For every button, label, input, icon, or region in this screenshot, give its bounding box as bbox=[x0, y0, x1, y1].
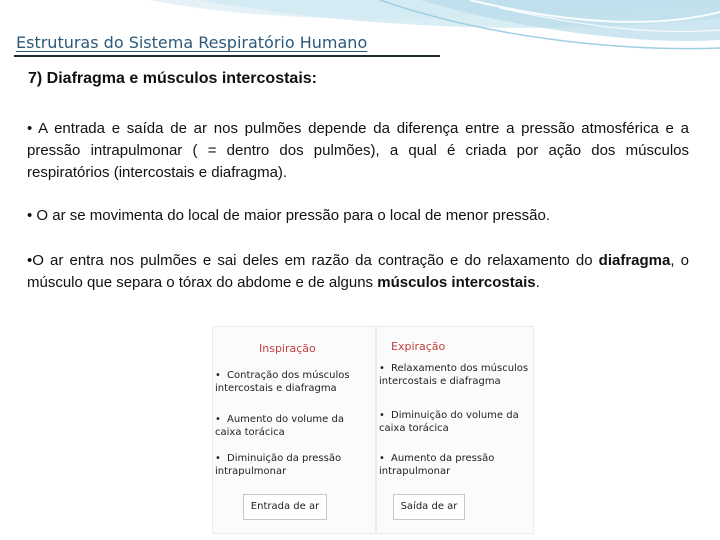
bullet: • bbox=[379, 453, 385, 464]
inspiration-item-text: Aumento do volume da caixa torácica bbox=[215, 414, 344, 438]
bullet: • bbox=[215, 370, 221, 381]
expiration-item-text: Diminuição do volume da caixa torácica bbox=[379, 410, 519, 434]
expiration-result-box: Saída de ar bbox=[393, 494, 465, 520]
section-heading: 7) Diafragma e músculos intercostais: bbox=[28, 70, 317, 87]
term-intercostal-muscles: músculos intercostais bbox=[377, 274, 536, 291]
inspiration-title: Inspiração bbox=[259, 342, 316, 355]
title-divider bbox=[14, 55, 440, 57]
term-diaphragm: diafragma bbox=[598, 252, 671, 269]
expiration-item bbox=[379, 409, 529, 435]
inspiration-item-text: Diminuição da pressão intrapulmonar bbox=[215, 453, 342, 477]
expiration-item-text: Aumento da pressão intrapulmonar bbox=[379, 453, 495, 477]
expiration-item bbox=[379, 452, 529, 478]
inspiration-item bbox=[215, 369, 365, 395]
bullet: • bbox=[215, 414, 221, 425]
slide-title: Estruturas do Sistema Respiratório Humano bbox=[16, 33, 368, 52]
paragraph-diaphragm-text-e: . bbox=[535, 274, 540, 291]
inspiration-item-text: Contração dos músculos intercostais e diafragma bbox=[215, 370, 350, 394]
bullet: • bbox=[379, 363, 385, 374]
paragraph-air-movement: • O ar se movimenta do local de maior pressão para o local de menor pressão. bbox=[27, 207, 551, 224]
inspiration-item bbox=[215, 452, 365, 478]
expiration-item-text: Relaxamento dos músculos intercostais e diafragma bbox=[379, 363, 529, 387]
paragraph-diaphragm bbox=[27, 250, 689, 294]
inspiration-result-box: Entrada de ar bbox=[243, 494, 327, 520]
bullet: • bbox=[215, 453, 221, 464]
paragraph-diaphragm-text-a: •O ar entra nos pulmões e sai deles em razão da contração e do relaxamento do bbox=[27, 252, 599, 269]
inspiration-column bbox=[213, 327, 373, 533]
expiration-column bbox=[375, 327, 537, 533]
breathing-comparison-figure bbox=[212, 326, 534, 534]
inspiration-item bbox=[215, 413, 365, 439]
expiration-title: Expiração bbox=[391, 340, 446, 353]
paragraph-pressure-difference: • A entrada e saída de ar nos pulmões depende da diferença entre a pressão atmosférica e a pressão intrapulmonar ( = dentro dos pulmões), a qual é criada por ação dos músculos respiratórios (intercostais e diafragma). bbox=[27, 120, 689, 181]
bullet: • bbox=[379, 410, 385, 421]
expiration-item bbox=[379, 362, 529, 388]
paragraph-diaphragm-text-c: , o músculo que separa o tórax do abdome e de alguns bbox=[27, 252, 689, 291]
